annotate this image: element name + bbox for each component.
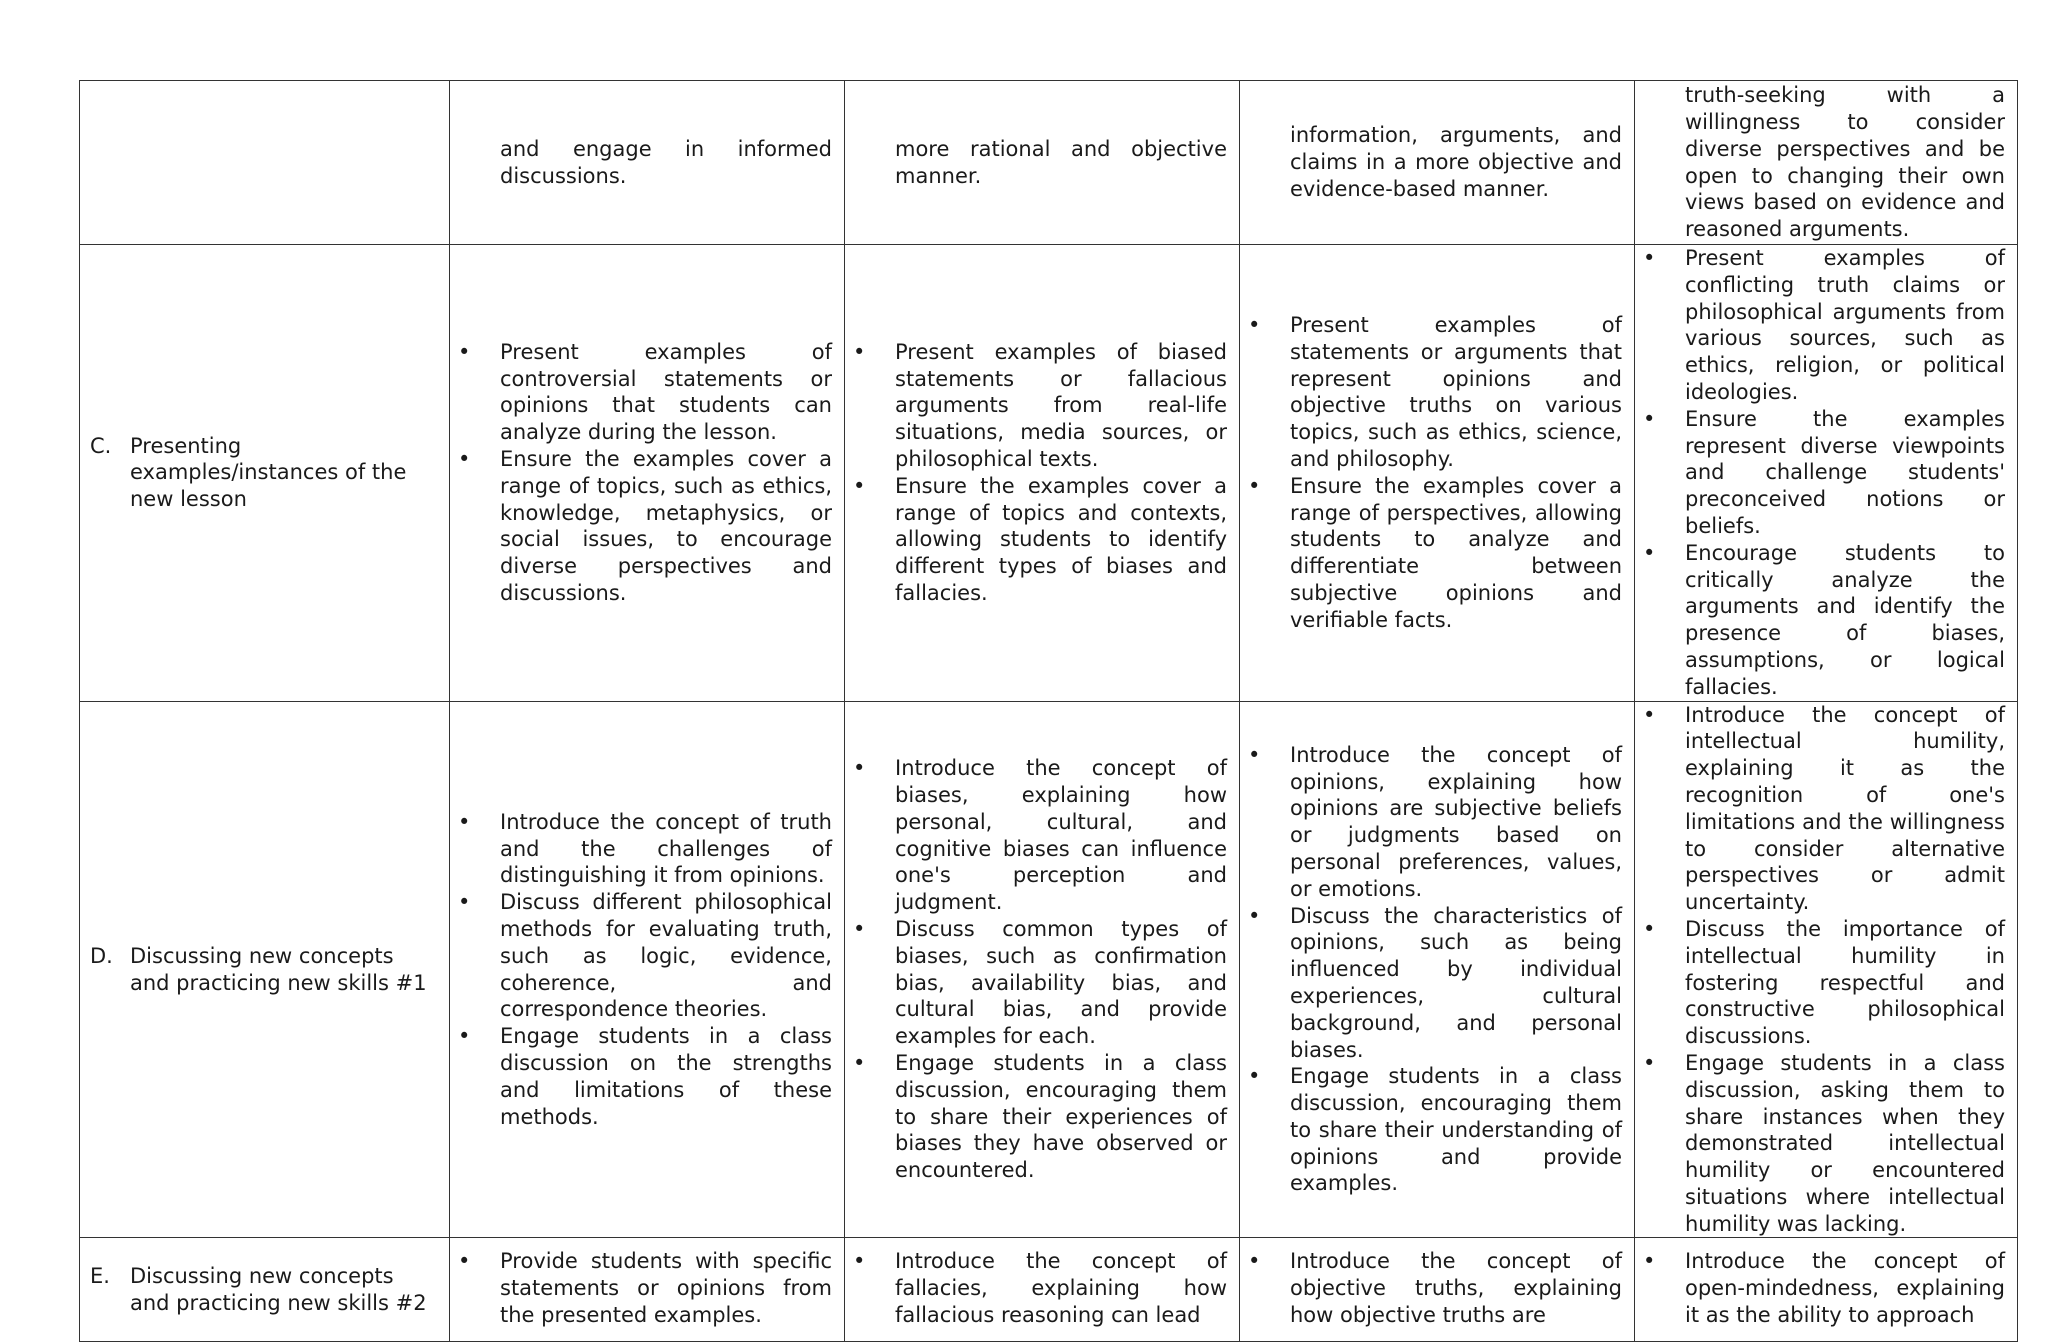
bullet-item: • Introduce the concept of fallacies, explaining how fallacious reasoning can lead (895, 1248, 1227, 1328)
bullet-item: • Present examples of statements or arguments that represent opinions and objective truths on various topics, such as ethics, science, and philosophy. (1290, 312, 1622, 473)
bullet-list (895, 755, 1227, 1184)
table-cell (1635, 701, 2018, 1238)
bullet-item: • Introduce the concept of open-mindedness, explaining it as the ability to approach (1685, 1248, 2005, 1328)
table-cell (845, 701, 1240, 1238)
table-cell (1240, 81, 1635, 245)
bullet-item: • Discuss the characteristics of opinions, such as being influenced by individual experiences, cultural background, and personal biases. (1290, 903, 1622, 1064)
table-cell (845, 1238, 1240, 1342)
bullet-item: • Provide students with specific statements or opinions from the presented examples. (500, 1248, 832, 1328)
bullet-item: • Ensure the examples cover a range of topics and contexts, allowing students to identify different types of biases and fallacies. (895, 473, 1227, 607)
table-cell (1635, 1238, 2018, 1342)
row-letter: D. (90, 943, 113, 968)
table-row (80, 1238, 2018, 1342)
cell-text: information, arguments, and claims in a more objective and evidence-based manner. (1290, 123, 1622, 201)
lesson-plan-table (79, 80, 2018, 1342)
bullet-item: • Present examples of controversial statements or opinions that students can analyze during the lesson. (500, 339, 832, 446)
bullet-item: • Discuss common types of biases, such as confirmation bias, availability bias, and cultural bias, and provide examples for each. (895, 916, 1227, 1050)
row-label-text: Discussing new concepts and practicing new skills #2 (130, 1264, 427, 1315)
bullet-item: • Introduce the concept of intellectual humility, explaining it as the recognition of one's limitations and the willingness to consider alternative perspectives or admit uncertainty. (1685, 702, 2005, 916)
bullet-list (895, 339, 1227, 607)
bullet-list (895, 1248, 1227, 1328)
row-label-cell (80, 1238, 450, 1342)
table-cell (1240, 701, 1635, 1238)
bullet-list (1685, 245, 2005, 701)
bullet-item: • Discuss different philosophical methods for evaluating truth, such as logic, evidence, coherence, and correspondence theories. (500, 889, 832, 1023)
row-label-cell (80, 81, 450, 245)
bullet-list (500, 1248, 832, 1328)
bullet-list (1685, 1248, 2005, 1328)
row-label-text: Presenting examples/instances of the new lesson (130, 433, 407, 512)
bullet-list (1685, 702, 2005, 1238)
row-label-text: Discussing new concepts and practicing new skills #1 (130, 943, 427, 995)
row-letter: C. (90, 433, 112, 458)
table-cell (450, 81, 845, 245)
bullet-list (1290, 312, 1622, 634)
bullet-item: • Introduce the concept of truth and the challenges of distinguishing it from opinions. (500, 809, 832, 889)
row-label (90, 433, 437, 513)
bullet-item: • Engage students in a class discussion, encouraging them to share their experiences of biases they have observed or encountered. (895, 1050, 1227, 1184)
bullet-item: • Encourage students to critically analyze the arguments and identify the presence of biases, assumptions, or logical fallacies. (1685, 540, 2005, 701)
cell-text: and engage in informed discussions. (500, 136, 832, 188)
table-cell (1240, 1238, 1635, 1342)
row-label (90, 943, 437, 997)
bullet-item: • Present examples of conflicting truth claims or philosophical arguments from various sources, such as ethics, religion, or political ideologies. (1685, 245, 2005, 406)
bullet-item: • Engage students in a class discussion, encouraging them to share their understanding of opinions and provide examples. (1290, 1063, 1622, 1197)
table-row (80, 245, 2018, 702)
bullet-item: • Ensure the examples cover a range of topics, such as ethics, knowledge, metaphysics, or social issues, to encourage diverse perspectives and discussions. (500, 446, 832, 607)
cell-text: truth-seeking with a willingness to consider diverse perspectives and be open to changing their own views based on evidence and reasoned arguments. (1685, 83, 2005, 242)
bullet-item: • Ensure the examples represent diverse viewpoints and challenge students' preconceived notions or beliefs. (1685, 406, 2005, 540)
bullet-list (500, 339, 832, 607)
bullet-item: • Discuss the importance of intellectual humility in fostering respectful and constructive philosophical discussions. (1685, 916, 2005, 1050)
bullet-item: • Introduce the concept of opinions, explaining how opinions are subjective beliefs or judgments based on personal preferences, values, or emotions. (1290, 742, 1622, 903)
table-cell (450, 245, 845, 702)
bullet-item: • Present examples of biased statements or fallacious arguments from real-life situations, media sources, or philosophical texts. (895, 339, 1227, 473)
row-label-cell (80, 245, 450, 702)
table-cell (845, 81, 1240, 245)
row-label-cell (80, 701, 450, 1238)
bullet-item: • Engage students in a class discussion, asking them to share instances when they demonstrated intellectual humility or encountered situations where intellectual humility was lacking. (1685, 1050, 2005, 1238)
table-cell (1240, 245, 1635, 702)
table-cell (1635, 81, 2018, 245)
table-cell (845, 245, 1240, 702)
bullet-item: • Engage students in a class discussion on the strengths and limitations of these methods. (500, 1023, 832, 1130)
bullet-list (500, 809, 832, 1131)
row-letter: E. (90, 1264, 110, 1289)
table-cell (450, 1238, 845, 1342)
table-row (80, 701, 2018, 1238)
table-cell (1635, 245, 2018, 702)
bullet-list (1290, 1248, 1622, 1328)
bullet-item: • Ensure the examples cover a range of perspectives, allowing students to analyze and differentiate between subjective opinions and verifiable facts. (1290, 473, 1622, 634)
bullet-item: • Introduce the concept of objective truths, explaining how objective truths are (1290, 1248, 1622, 1328)
table-cell (450, 701, 845, 1238)
row-label (90, 1263, 437, 1317)
table-row (80, 81, 2018, 245)
bullet-item: • Introduce the concept of biases, explaining how personal, cultural, and cognitive biases can influence one's perception and judgment. (895, 755, 1227, 916)
bullet-list (1290, 742, 1622, 1198)
cell-text: more rational and objective manner. (895, 136, 1227, 188)
